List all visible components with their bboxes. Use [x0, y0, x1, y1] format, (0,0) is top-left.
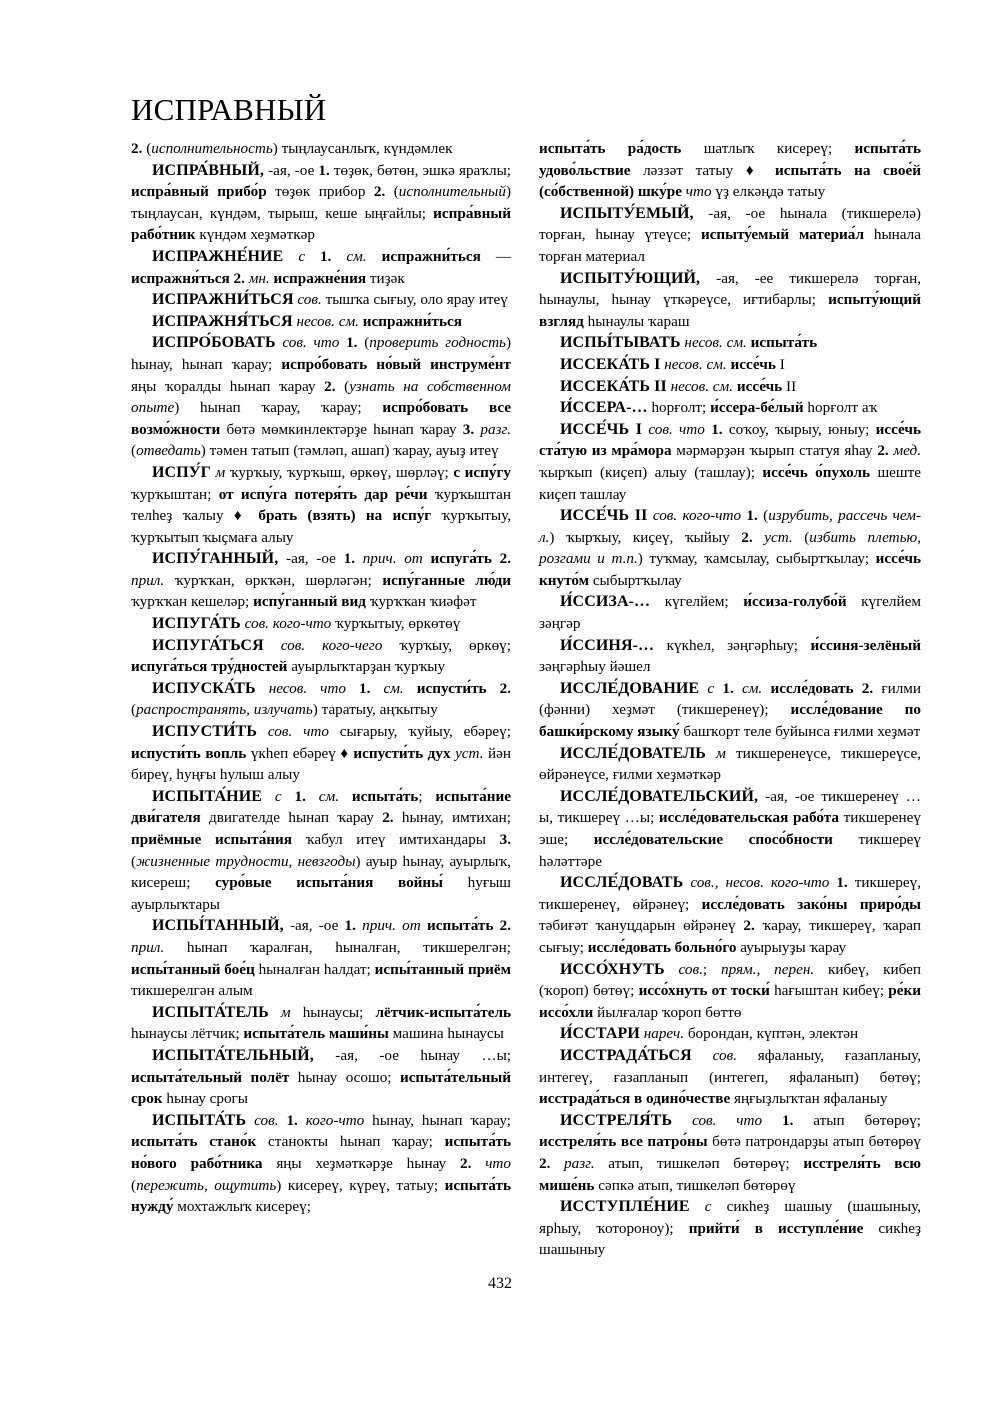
entry-headword: И́ССТАРИ — [560, 1025, 640, 1043]
dictionary-entry: ИСПЫТА́ТЕЛЬНЫЙ, -ая, -ое һынау …ы; испыта́тельный полёт һынау осошо; испыта́тельный срок һынау срогы — [131, 1046, 511, 1108]
dictionary-entry: ИСПУСТИ́ТЬ сов. что сығарыу, ҡуйыу, ебәреү; испусти́ть вопль үкһеп ебәреү ♦ испусти́ть дух уст. йән биреү, һуңғы һулыш алыу — [131, 723, 511, 784]
entry-headword: И́ССЕРА-… — [560, 399, 648, 417]
dictionary-entry: ИСПЫТА́ТЬ сов. 1. кого-что һынау, һынап ҡарау; испыта́ть стано́к станокты һынап ҡарау; испыта́ть но́вого рабо́тника яңы хеҙмәткәрҙе һынау 2. что (пережить, ощутить) кисереү, күреү, татыу; испыта́ть нужду́ мохтажлыҡ кисереү; — [131, 1111, 512, 1216]
dictionary-entry: ИССЕКА́ТЬ I несов. см. иссе́чь I — [560, 355, 785, 373]
entry-headword: ИССЕ́ЧЬ II — [560, 507, 648, 525]
entry-headword: ИСПЫ́ТАННЫЙ, — [152, 917, 284, 935]
dictionary-entry: ИССТРЕЛЯ́ТЬ сов. что 1. атып бөтөрөү; исстреля́ть все патро́ны бөтә патрондарҙы атып бөтөрөү 2. разг. атып, тишкеләп бөтөрөү; исстреля́ть всю мише́нь сәпкә атып, тишкеләп бөтөрөү — [539, 1111, 922, 1194]
dictionary-entry: ИСПЫТА́ТЕЛЬ м һынаусы; лётчик-испыта́тель һынаусы лётчик; испыта́тель маши́ны машина һынаусы — [131, 1003, 511, 1043]
dictionary-entry: ИССЕ́ЧЬ II сов. кого-что 1. (изрубить, рассечь чем-л.) ҡырҡыу, киҫеү, ҡыйыу 2. уст. (избить плетью, розгами и т.п.) туҡмау, ҡамсылау, сыбыртҡылау; иссе́чь кнуто́м сыбыртҡылау — [539, 507, 921, 589]
dictionary-entry: И́ССЕРА-… һорғолт; и́ссера-бе́лый һорғолт аҡ — [560, 399, 878, 417]
entry-headword: ИССЛЕ́ДОВАТЕЛЬСКИЙ, — [560, 787, 759, 805]
dictionary-entry: ИСПУГА́ТЬСЯ сов. кого-чего ҡурҡыу, өркөү; испуга́ться тру́дностей ауырлыҡтарҙан ҡурҡыу — [131, 636, 511, 676]
dictionary-entry: ИСПУГА́ТЬ сов. кого-что ҡурҡытыу, өркөтөү — [152, 615, 461, 633]
left-column — [131, 138, 511, 1218]
right-column — [539, 138, 921, 1261]
dictionary-entry: ИСПРАЖНЕ́НИЕ с 1. см. испражни́ться — испражня́ться 2. мн. испражне́ния тиҙәк — [131, 247, 512, 287]
entry-headword: ИССТУПЛЕ́НИЕ — [560, 1198, 690, 1216]
dictionary-entry: ИССЕКА́ТЬ II несов. см. иссе́чь II — [560, 377, 797, 395]
entry-headword: ИСПЫТУ́ЮЩИЙ, — [560, 269, 701, 287]
entry-headword: ИССЛЕ́ДОВАТЬ — [560, 874, 684, 892]
dictionary-entry: ИСПРАЖНЯ́ТЬСЯ несов. см. испражни́ться — [152, 312, 463, 330]
dictionary-entry: ИСПЫТА́НИЕ с 1. см. испыта́ть; испыта́ние дви́гателя двигателде һынап ҡарау 2. һынау, имтихан; приёмные испыта́ния ҡабул итеү имтихандары 3. (жизненные трудности, невзгоды) ауыр һынау, ауырлыҡ, кисереш; суро́вые испыта́ния войны́ һуғыш ауырлыҡтары — [131, 787, 511, 913]
dictionary-entry: ИССО́ХНУТЬ сов.; прям., перен. кибеү, кибеп (ҡороп) бөтөү; иссо́хнуть от тоски́ һағыштан кибеү; ре́ки иссо́хли йылғалар ҡороп бөттө — [539, 960, 921, 1021]
entry-headword: И́ССИЗА-… — [560, 593, 651, 611]
dictionary-entry: ИССЕ́ЧЬ I сов. что 1. соҡоу, ҡырыу, юныу; иссе́чь ста́тую из мра́мора мәрмәрҙән ҡырып статуя яһау 2. мед. ҡырҡып (киҫеп) алыу (ташлау); иссе́чь о́пухоль шеште киҫеп ташлау — [539, 420, 922, 503]
dictionary-entry: ИСПУ́Г м ҡурҡыу, ҡурҡыш, өркөү, шөрләү; с испу́гу ҡурҡыштан; от испу́га потеря́ть дар ре́чи ҡурҡыштан телһеҙ ҡалыу ♦ брать (взять) на испу́г ҡурҡытыу, ҡурҡытып ҡыҫмаға алыу — [131, 463, 511, 546]
entry-headword: ИСПЫТА́ТЕЛЬ — [152, 1003, 269, 1021]
dictionary-entry: ИССЛЕ́ДОВАТЬ сов., несов. кого-что 1. тикшереү, тикшеренеү, өйрәнеү; иссле́довать зако́ны приро́ды тәбиғәт ҡануцдарын өйрәнеү 2. ҡарау, тикшереү, ҡарап сығыу; иссле́довать больно́го ауырыуҙы ҡарау — [539, 874, 921, 956]
dictionary-entry: ИССЛЕ́ДОВАТЕЛЬСКИЙ, -ая, -ое тикшеренеү …ы, тикшереү …ы; иссле́довательская рабо́та тикшеренеү эше; иссле́довательские спосо́бности тикшереү һәләттәре — [539, 787, 921, 870]
entry-headword: ИСПЫ́ТЫВАТЬ — [560, 334, 681, 352]
dictionary-entry: ИСПРАЖНИ́ТЬСЯ сов. тышҡа сығыу, оло ярау итеү — [152, 291, 508, 309]
entry-headword: ИСПРАЖНЕ́НИЕ — [152, 247, 284, 265]
dictionary-entry: ИСПЫТУ́ЕМЫЙ, -ая, -ое һынала (тикшерелә) торған, һынау үтеүсе; испыту́емый материа́л һынала торған материал — [539, 204, 921, 265]
dictionary-entry: ИСПУ́ГАННЫЙ, -ая, -ое 1. прич. от испуга́ть 2. прил. ҡурҡҡан, өркҡән, шөрләгән; испу́ганные лю́ди ҡурҡҡан кешеләр; испу́ганный вид ҡурҡҡан ҡиәфәт — [131, 550, 511, 611]
entry-headword: ИСПУГА́ТЬ — [152, 615, 241, 633]
dictionary-entry: И́ССИЗА-… күгелйем; и́ссиза-голубо́й күгелйем зәңгәр — [539, 593, 921, 633]
entry-headword: ИССЛЕ́ДОВАТЕЛЬ — [560, 744, 706, 762]
entry-headword: ИСПУ́ГАННЫЙ, — [152, 550, 279, 568]
page-number: 432 — [488, 1275, 512, 1292]
dictionary-entry: И́ССИНЯ-… күкһел, зәңгәрһыу; и́ссиня-зелёный зәңгәрһыу йәшел — [539, 636, 921, 676]
dictionary-entry: испыта́ть ра́дость шатлыҡ кисереү; испыта́ть удово́льствие ләззәт татыу ♦ испыта́ть на свое́й (со́бственной) шку́ре что үҙ елкәңдә татыу — [539, 140, 921, 201]
dictionary-entry: ИСПУСКА́ТЬ несов. что 1. см. испусти́ть 2. (распространять, излучать) таратыу, аңҡытыу — [131, 679, 511, 719]
entry-headword: ИСПРАЖНЯ́ТЬСЯ — [152, 312, 293, 330]
entry-headword: ИССЕКА́ТЬ II — [560, 377, 667, 395]
entry-headword: ИСПРО́БОВАТЬ — [152, 334, 276, 352]
entry-headword: ИСПРА́ВНЫЙ, — [152, 161, 264, 179]
entry-headword: И́ССИНЯ-… — [560, 636, 655, 654]
dictionary-entry: ИССЛЕ́ДОВАТЕЛЬ м тикшеренеүсе, тикшереүсе, өйрәнеүсе, ғилми хеҙмәткәр — [539, 744, 922, 784]
dictionary-entry: ИССЛЕ́ДОВАНИЕ с 1. см. иссле́довать 2. ғилми (фәнни) хеҙмәт (тикшеренеү); иссле́дование по башки́рскому языку́ башҡорт теле буйынса ғилми хеҙмәт — [539, 679, 922, 741]
entry-headword: ИСПЫТА́НИЕ — [152, 787, 263, 805]
entry-headword: ИССТРЕЛЯ́ТЬ — [560, 1111, 673, 1129]
entry-headword: ИСПУ́Г — [152, 463, 211, 481]
entry-headword: ИСПЫТА́ТЬ — [152, 1111, 247, 1129]
entry-headword: ИСПЫТУ́ЕМЫЙ, — [560, 204, 694, 222]
dictionary-entry: ИСПРО́БОВАТЬ сов. что 1. (проверить годность) һынау, һынап ҡарау; испро́бовать но́вый инструме́нт яңы ҡоралды һынап ҡарау 2. (узнать на собственном опыте) һынап ҡарау, ҡарау; испро́бовать все возмо́жности бөтә мөмкинлектәрҙе һынап ҡарау 3. разг. (отведать) тәмен татып (тәмләп, ашап) ҡарау, ауыҙ итеү — [131, 334, 512, 460]
entry-headword: ИСПРАЖНИ́ТЬСЯ — [152, 291, 294, 309]
page-title: ИСПРАВНЫЙ — [131, 92, 327, 127]
dictionary-entry: ИССТУПЛЕ́НИЕ с сикһеҙ шашыу (шашыныу, ярһыу, ҡотороноу); прийти́ в исступле́ние сикһеҙ шашыныу — [539, 1198, 922, 1259]
entry-headword: ИССЕКА́ТЬ I — [560, 355, 661, 373]
entry-headword: ИССЕ́ЧЬ I — [560, 420, 643, 438]
entry-headword: ИССО́ХНУТЬ — [560, 960, 665, 978]
dictionary-entry: ИСПЫТУ́ЮЩИЙ, -ая, -ее тикшерелә торған, һынаулы, һынау үткәреүсе, иғтибарлы; испыту́ющий взгляд һынаулы ҡараш — [539, 269, 921, 330]
entry-headword: ИСПУСКА́ТЬ — [152, 679, 256, 697]
dictionary-entry: ИССТРАДА́ТЬСЯ сов. яфаланыу, ғазапланыу, интегеү, ғазапланып (интегеп, яфаланып) бөтөү; исстрада́ться в одино́честве яңғыҙлыҡтан яфаланыу — [539, 1046, 921, 1108]
entry-headword: ИССТРАДА́ТЬСЯ — [560, 1046, 692, 1064]
dictionary-entry: ИСПЫ́ТАННЫЙ, -ая, -ое 1. прич. от испыта́ть 2. прил. һынап ҡаралған, һыналған, тикшерелгән; испы́танный бое́ц һыналған һалдат; испы́танный приём тикшерелгән алым — [131, 917, 512, 1000]
entry-headword: ИССЛЕ́ДОВАНИЕ — [560, 679, 700, 697]
entry-headword: ИСПУСТИ́ТЬ — [152, 723, 258, 741]
dictionary-entry: И́ССТАРИ нареч. борондан, күптән, электән — [560, 1025, 859, 1043]
entry-headword: ИСПЫТА́ТЕЛЬНЫЙ, — [152, 1046, 314, 1064]
dictionary-entry: 2. (исполнительность) тыңлаусанлыҡ, күндәмлек — [131, 140, 453, 157]
dictionary-entry: ИСПЫ́ТЫВАТЬ несов. см. испыта́ть — [560, 334, 818, 352]
entry-headword: ИСПУГА́ТЬСЯ — [152, 636, 264, 654]
dictionary-entry: ИСПРА́ВНЫЙ, -ая, -ое 1. төҙөк, бөтөн, эшкә яраҡлы; испра́вный прибо́р төҙөк прибор 2. (исполнительный) тыңлаусан, күндәм, тырыш, кеше ыңғайлы; испра́вный рабо́тник күндәм хеҙмәткәр — [131, 161, 512, 244]
